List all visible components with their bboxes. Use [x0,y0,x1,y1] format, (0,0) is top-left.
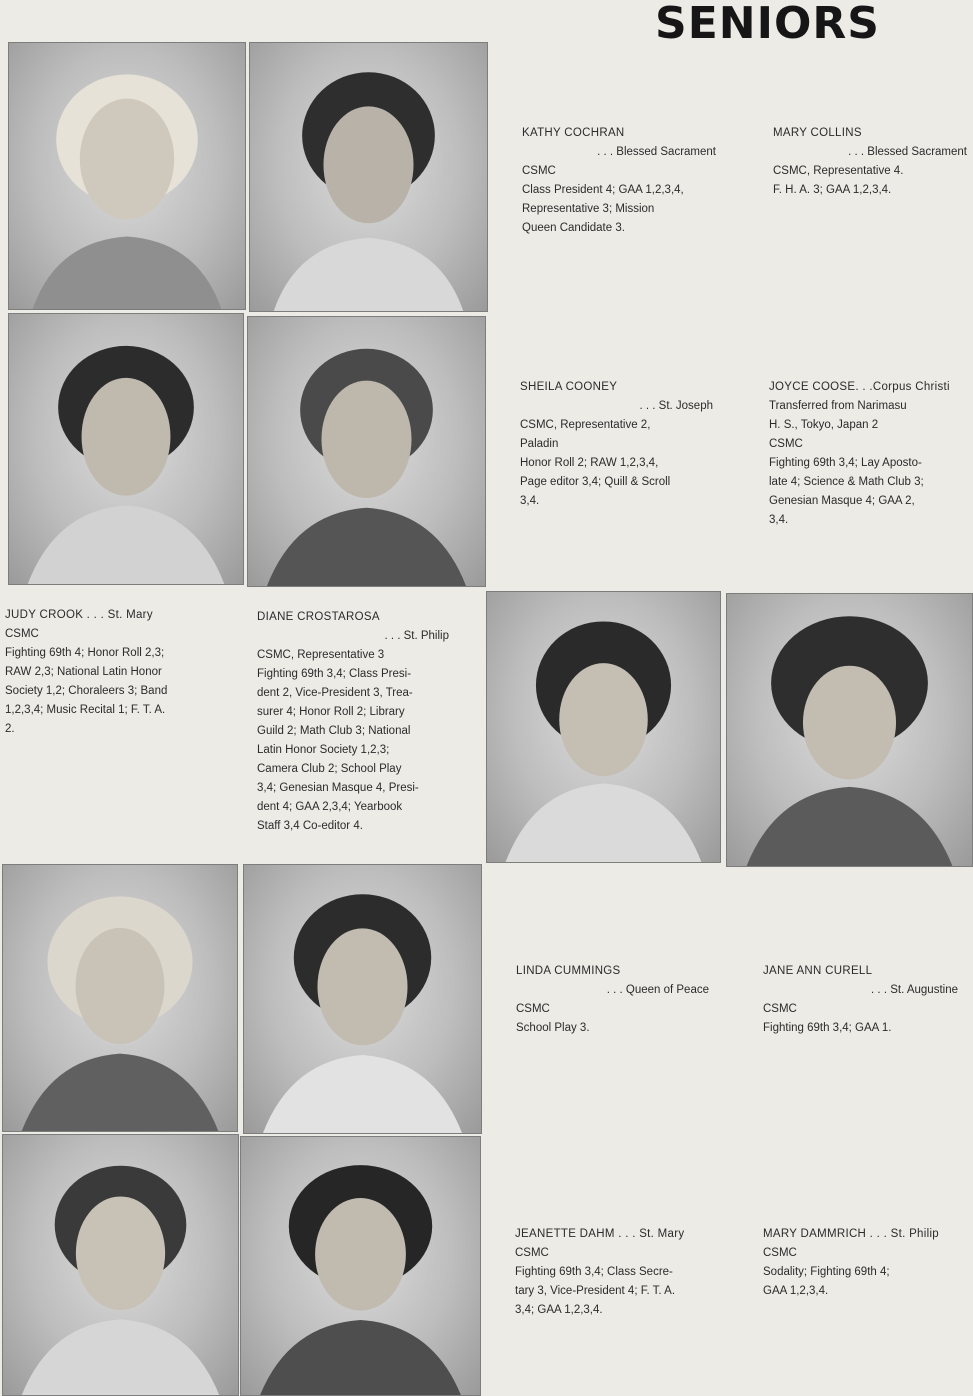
bio-line: CSMC [522,165,556,177]
bio-kathy-cochran [522,124,716,238]
bio-line: Transferred from Narimasu [769,400,907,412]
bio-line: Genesian Masque 4; GAA 2, [769,495,915,507]
student-name: JUDY CROOK . . . St. Mary [5,609,153,621]
bio-line: Camera Club 2; School Play [257,763,402,775]
bio-line: 3,4; GAA 1,2,3,4. [515,1304,603,1316]
bio-line: CSMC [763,1003,797,1015]
portrait-photo-mary-dammrich [240,1136,481,1396]
student-name: JANE ANN CURELL [763,965,873,977]
bio-line: CSMC [5,628,39,640]
portrait-photo-sheila-cooney [8,313,244,585]
bio-judy-crook [5,606,200,739]
bio-line: Latin Honor Society 1,2,3; [257,744,390,756]
portrait-photo-linda-cummings [2,864,238,1132]
student-name: JOYCE COOSE. . .Corpus Christi [769,381,950,393]
student-parish: . . . St. Augustine [871,984,958,996]
bio-line: Fighting 69th 3,4; GAA 1. [763,1022,892,1034]
bio-line: dent 2, Vice-President 3, Trea- [257,687,413,699]
portrait-photo-kathy-cochran [8,42,246,310]
bio-line: Fighting 69th 3,4; Class Presi- [257,668,412,680]
bio-joyce-coose [769,378,963,530]
bio-diane-crostarosa [257,608,449,836]
bio-line: tary 3, Vice-President 4; F. T. A. [515,1285,676,1297]
student-name: LINDA CUMMINGS [516,965,621,977]
bio-line: 2. [5,723,15,735]
bio-line: Fighting 69th 4; Honor Roll 2,3; [5,647,165,659]
bio-line: RAW 2,3; National Latin Honor [5,666,162,678]
bio-line: 3,4; Genesian Masque 4, Presi- [257,782,419,794]
bio-line: Sodality; Fighting 69th 4; [763,1266,890,1278]
bio-line: CSMC, Representative 2, [520,419,651,431]
bio-mary-dammrich [763,1225,958,1301]
bio-jane-ann-curell [763,962,958,1038]
student-parish: . . . Blessed Sacrament [597,146,716,158]
student-name: DIANE CROSTAROSA [257,611,380,623]
page-title: SENIORS [655,0,880,49]
bio-line: School Play 3. [516,1022,590,1034]
bio-line: GAA 1,2,3,4. [763,1285,829,1297]
bio-line: surer 4; Honor Roll 2; Library [257,706,405,718]
bio-line: dent 4; GAA 2,3,4; Yearbook [257,801,403,813]
bio-line: CSMC [515,1247,549,1259]
bio-jeanette-dahm [515,1225,709,1320]
student-parish: . . . St. Philip [384,630,449,642]
portrait-photo-mary-collins [249,42,488,312]
bio-line: 1,2,3,4; Music Recital 1; F. T. A. [5,704,166,716]
student-name: JEANETTE DAHM . . . St. Mary [515,1228,685,1240]
bio-line: Fighting 69th 3,4; Lay Aposto- [769,457,922,469]
bio-line: Fighting 69th 3,4; Class Secre- [515,1266,673,1278]
portrait-photo-jeanette-dahm [2,1134,239,1396]
bio-line: H. S., Tokyo, Japan 2 [769,419,879,431]
bio-sheila-cooney [520,378,713,511]
bio-line: CSMC, Representative 3 [257,649,385,661]
portrait-photo-jane-ann-curell [243,864,482,1134]
bio-line: Queen Candidate 3. [522,222,625,234]
bio-linda-cummings [516,962,709,1038]
bio-line: Honor Roll 2; RAW 1,2,3,4, [520,457,659,469]
portrait-photo-diane-crostarosa [726,593,973,867]
student-name: MARY DAMMRICH . . . St. Philip [763,1228,939,1240]
bio-line: 3,4. [769,514,789,526]
student-parish: . . . Queen of Peace [606,984,709,996]
bio-line: F. H. A. 3; GAA 1,2,3,4. [773,184,892,196]
student-parish: . . . St. Joseph [639,400,713,412]
bio-line: CSMC [769,438,803,450]
bio-line: Page editor 3,4; Quill & Scroll [520,476,671,488]
portrait-photo-judy-crook [486,591,721,863]
bio-line: late 4; Science & Math Club 3; [769,476,924,488]
bio-line: Paladin [520,438,559,450]
bio-line: CSMC, Representative 4. [773,165,904,177]
portrait-photo-joyce-coose [247,316,486,587]
bio-line: Class President 4; GAA 1,2,3,4, [522,184,684,196]
bio-line: CSMC [516,1003,550,1015]
student-name: MARY COLLINS [773,127,862,139]
bio-line: Society 1,2; Choraleers 3; Band [5,685,168,697]
bio-line: Guild 2; Math Club 3; National [257,725,411,737]
student-name: KATHY COCHRAN [522,127,625,139]
bio-line: Staff 3,4 Co-editor 4. [257,820,363,832]
bio-mary-collins [773,124,967,200]
student-name: SHEILA COONEY [520,381,618,393]
bio-line: Representative 3; Mission [522,203,655,215]
bio-line: CSMC [763,1247,797,1259]
bio-line: 3,4. [520,495,540,507]
student-parish: . . . Blessed Sacrament [848,146,967,158]
